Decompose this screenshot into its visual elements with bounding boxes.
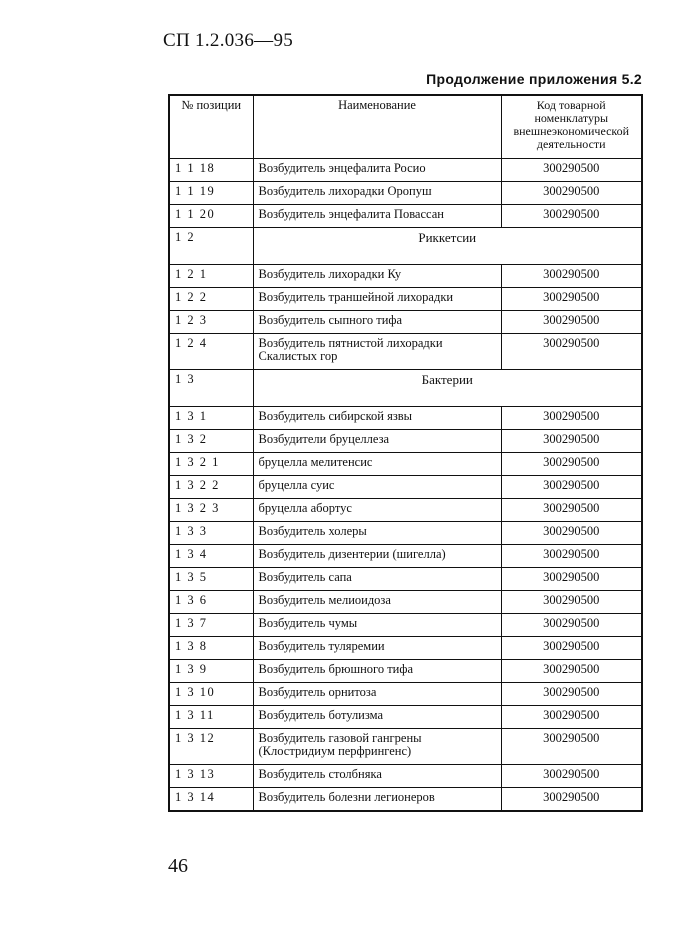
position-cell: 1 3 4 — [169, 545, 253, 568]
name-cell: Возбудитель газовой гангрены (Клостридиум перфрингенс) — [253, 729, 501, 765]
table-row — [169, 476, 642, 499]
code-cell: 300290500 — [501, 311, 642, 334]
table-row — [169, 637, 642, 660]
code-cell: 300290500 — [501, 729, 642, 765]
code-cell: 300290500 — [501, 430, 642, 453]
code-cell: 300290500 — [501, 288, 642, 311]
name-cell: бруцелла мелитенсис — [253, 453, 501, 476]
document-code: СП 1.2.036—95 — [163, 30, 294, 51]
table-row — [169, 660, 642, 683]
name-cell: Возбудитель холеры — [253, 522, 501, 545]
position-cell: 1 3 — [169, 370, 253, 407]
position-cell: 1 3 8 — [169, 637, 253, 660]
table-row — [169, 568, 642, 591]
header-name: Наименование — [253, 95, 501, 159]
code-cell: 300290500 — [501, 614, 642, 637]
table-row — [169, 788, 642, 812]
position-cell: 1 1 18 — [169, 159, 253, 182]
position-cell: 1 3 7 — [169, 614, 253, 637]
position-cell: 1 2 2 — [169, 288, 253, 311]
header-code: Код товарной номенклатуры внешнеэкономической деятельности — [501, 95, 642, 159]
code-cell: 300290500 — [501, 522, 642, 545]
table-row — [169, 499, 642, 522]
position-cell: 1 3 2 2 — [169, 476, 253, 499]
section-title-cell: Риккетсии — [253, 228, 642, 265]
name-cell: Возбудитель ботулизма — [253, 706, 501, 729]
position-cell: 1 3 12 — [169, 729, 253, 765]
name-cell: Возбудитель сибирской язвы — [253, 407, 501, 430]
position-cell: 1 1 20 — [169, 205, 253, 228]
code-cell: 300290500 — [501, 407, 642, 430]
position-cell: 1 3 3 — [169, 522, 253, 545]
name-cell: бруцелла абортус — [253, 499, 501, 522]
position-cell: 1 3 6 — [169, 591, 253, 614]
code-cell: 300290500 — [501, 182, 642, 205]
name-cell: Возбудитель туляремии — [253, 637, 501, 660]
name-cell: Возбудитель брюшного тифа — [253, 660, 501, 683]
table-row — [169, 614, 642, 637]
name-cell: Возбудитель дизентерии (шигелла) — [253, 545, 501, 568]
table-row — [169, 765, 642, 788]
position-cell: 1 2 4 — [169, 334, 253, 370]
name-cell: Возбудители бруцеллеза — [253, 430, 501, 453]
position-cell: 1 3 1 — [169, 407, 253, 430]
table-row — [169, 159, 642, 182]
table-row — [169, 205, 642, 228]
code-cell: 300290500 — [501, 334, 642, 370]
table-row — [169, 288, 642, 311]
code-cell: 300290500 — [501, 545, 642, 568]
name-cell: Возбудитель столбняка — [253, 765, 501, 788]
position-cell: 1 2 — [169, 228, 253, 265]
code-cell: 300290500 — [501, 476, 642, 499]
table-row — [169, 453, 642, 476]
position-cell: 1 3 11 — [169, 706, 253, 729]
name-cell: Возбудитель лихорадки Оропуш — [253, 182, 501, 205]
code-cell: 300290500 — [501, 591, 642, 614]
table-row — [169, 430, 642, 453]
section-row — [169, 228, 642, 265]
position-cell: 1 2 3 — [169, 311, 253, 334]
section-title-cell: Бактерии — [253, 370, 642, 407]
position-cell: 1 3 13 — [169, 765, 253, 788]
table-row — [169, 591, 642, 614]
name-cell: Возбудитель болезни легионеров — [253, 788, 501, 812]
table-row — [169, 265, 642, 288]
position-cell: 1 2 1 — [169, 265, 253, 288]
name-cell: Возбудитель энцефалита Повассан — [253, 205, 501, 228]
position-cell: 1 3 10 — [169, 683, 253, 706]
table-header-row — [169, 95, 642, 159]
name-cell: Возбудитель пятнистой лихорадки Скалистых гор — [253, 334, 501, 370]
position-cell: 1 3 2 — [169, 430, 253, 453]
name-cell: Возбудитель чумы — [253, 614, 501, 637]
code-cell: 300290500 — [501, 265, 642, 288]
name-cell: Возбудитель орнитоза — [253, 683, 501, 706]
code-cell: 300290500 — [501, 683, 642, 706]
table-row — [169, 407, 642, 430]
code-cell: 300290500 — [501, 159, 642, 182]
table-row — [169, 729, 642, 765]
code-cell: 300290500 — [501, 788, 642, 812]
table-row — [169, 182, 642, 205]
appendix-continuation-title: Продолжение приложения 5.2 — [426, 71, 642, 87]
name-cell: Возбудитель энцефалита Росио — [253, 159, 501, 182]
code-cell: 300290500 — [501, 568, 642, 591]
table-row — [169, 683, 642, 706]
code-cell: 300290500 — [501, 637, 642, 660]
table-row — [169, 334, 642, 370]
code-cell: 300290500 — [501, 453, 642, 476]
table-row — [169, 522, 642, 545]
table-row — [169, 311, 642, 334]
table-row — [169, 545, 642, 568]
position-cell: 1 1 19 — [169, 182, 253, 205]
nomenclature-table — [168, 94, 643, 812]
code-cell: 300290500 — [501, 499, 642, 522]
position-cell: 1 3 2 3 — [169, 499, 253, 522]
name-cell: Возбудитель траншейной лихорадки — [253, 288, 501, 311]
table-body — [169, 159, 642, 812]
code-cell: 300290500 — [501, 765, 642, 788]
code-cell: 300290500 — [501, 706, 642, 729]
name-cell: Возбудитель мелиоидоза — [253, 591, 501, 614]
code-cell: 300290500 — [501, 660, 642, 683]
name-cell: Возбудитель сапа — [253, 568, 501, 591]
table-row — [169, 706, 642, 729]
position-cell: 1 3 9 — [169, 660, 253, 683]
page-number: 46 — [168, 855, 188, 877]
code-cell: 300290500 — [501, 205, 642, 228]
section-row — [169, 370, 642, 407]
position-cell: 1 3 2 1 — [169, 453, 253, 476]
header-position: № позиции — [169, 95, 253, 159]
name-cell: Возбудитель сыпного тифа — [253, 311, 501, 334]
name-cell: Возбудитель лихорадки Ку — [253, 265, 501, 288]
name-cell: бруцелла суис — [253, 476, 501, 499]
position-cell: 1 3 5 — [169, 568, 253, 591]
position-cell: 1 3 14 — [169, 788, 253, 812]
